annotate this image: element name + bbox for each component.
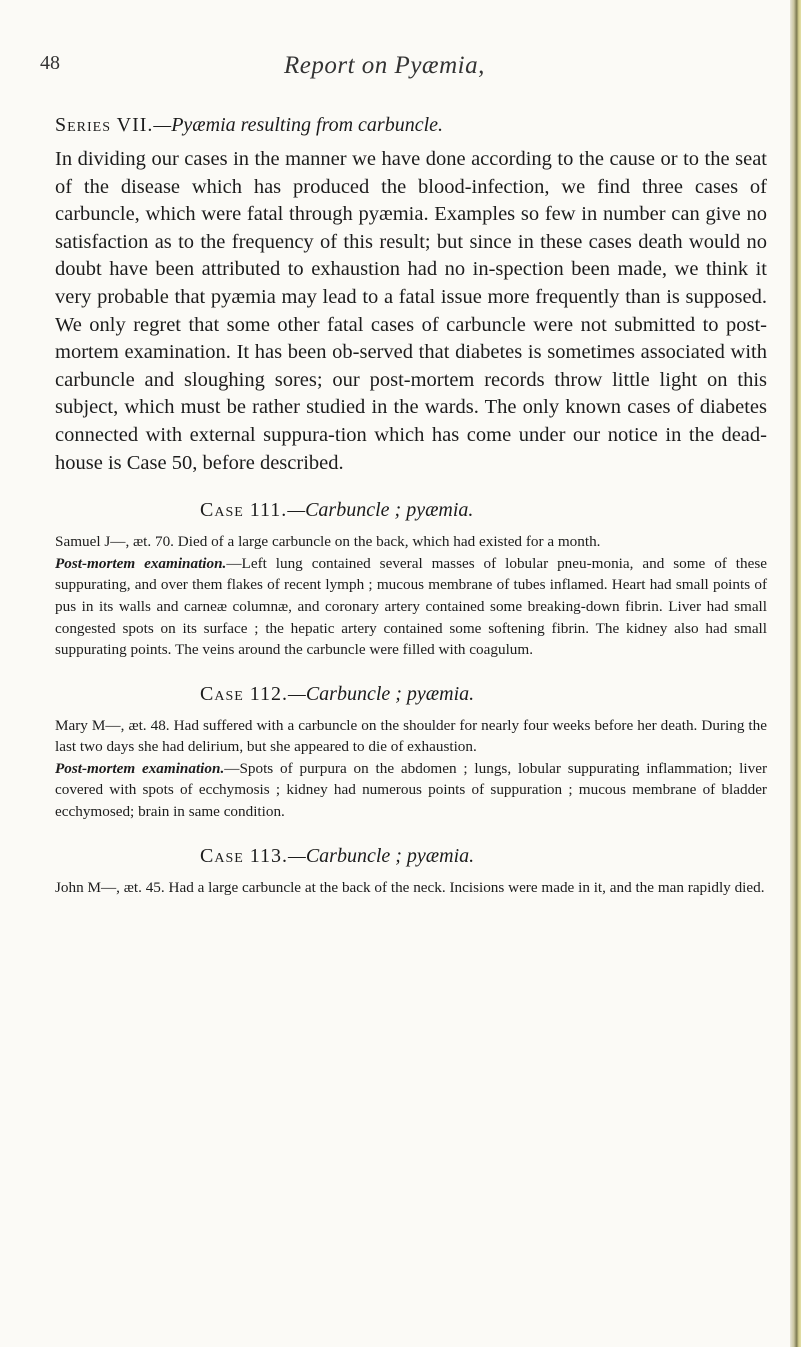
page-content (55, 108, 767, 898)
case-112-heading (55, 679, 767, 709)
case-label: Case 112. (200, 682, 289, 705)
case-label: Case 113. (200, 844, 289, 867)
page-header (40, 52, 780, 92)
page-edge (790, 0, 801, 1347)
case-111-post-mortem (55, 553, 767, 661)
post-mortem-label: Post-mortem examination. (55, 759, 225, 777)
post-mortem-text: —Left lung contained several masses of lobular pneu-monia, and some of these suppurating, and over them flakes of recent lymph ; mucous membrane of tubes inflamed. Heart had small points of pus in its walls and carneæ columnæ, and coronary artery contained some breaking-down fibrin. Liver had small congested spots on its surface ; the hepatic artery contained some softening fibrin. The kidney also had small suppurating points. The veins around the carbuncle were filled with coagulum. (55, 554, 767, 659)
series-heading (55, 108, 767, 142)
case-title: —Carbuncle ; pyæmia. (288, 844, 475, 867)
intro-paragraph: In dividing our cases in the manner we have done according to the cause or to the seat of the disease which has produced the blood-infection, we find three cases of carbuncle, which were fatal through pyæmia. Examples so few in number can give no satisfaction as to the frequency of this result; but since in these cases death would no doubt have been attributed to exhaustion had no in-spection been made, we think it very probable that pyæmia may lead to a fatal issue more frequently than is supposed. We only regret that some other fatal cases of carbuncle were not submitted to post-mortem examination. It has been ob-served that diabetes is sometimes associated with carbuncle and sloughing sores; our post-mortem records throw little light on this subject, which must be rather studied in the wards. The only known cases of diabetes connected with external suppura-tion which has come under our notice in the dead-house is Case 50, before described. (55, 148, 767, 474)
post-mortem-label: Post-mortem examination. (55, 554, 227, 572)
case-label: Case 111. (200, 499, 288, 522)
running-title: Report on Pyæmia, (284, 52, 485, 79)
page-number: 48 (40, 52, 60, 74)
case-111-history: Samuel J—, æt. 70. Died of a large carbuncle on the back, which had existed for a month. (55, 533, 601, 551)
case-113-history: John M—, æt. 45. Had a large carbuncle at the back of the neck. Incisions were made in it, and the man rapidly died. (55, 878, 765, 896)
series-label: Series VII. (55, 114, 154, 136)
post-mortem-text: —Spots of purpura on the abdomen ; lungs, lobular suppurating inflammation; liver covered with spots of ecchymosis ; kidney had numerous points of suppuration ; mucous membrane of bladder ecchymosed; brain in same condition. (55, 759, 767, 821)
case-111-heading (55, 495, 767, 525)
case-title: —Carbuncle ; pyæmia. (287, 499, 474, 522)
case-title: —Carbuncle ; pyæmia. (288, 682, 475, 705)
series-title: —Pyæmia resulting from carbuncle. (153, 114, 444, 136)
case-112-post-mortem (55, 758, 767, 823)
case-113-heading (55, 841, 767, 871)
case-112-history: Mary M—, æt. 48. Had suffered with a carbuncle on the shoulder for nearly four weeks before her death. During the last two days she had delirium, but she appeared to die of exhaustion. (55, 716, 767, 756)
